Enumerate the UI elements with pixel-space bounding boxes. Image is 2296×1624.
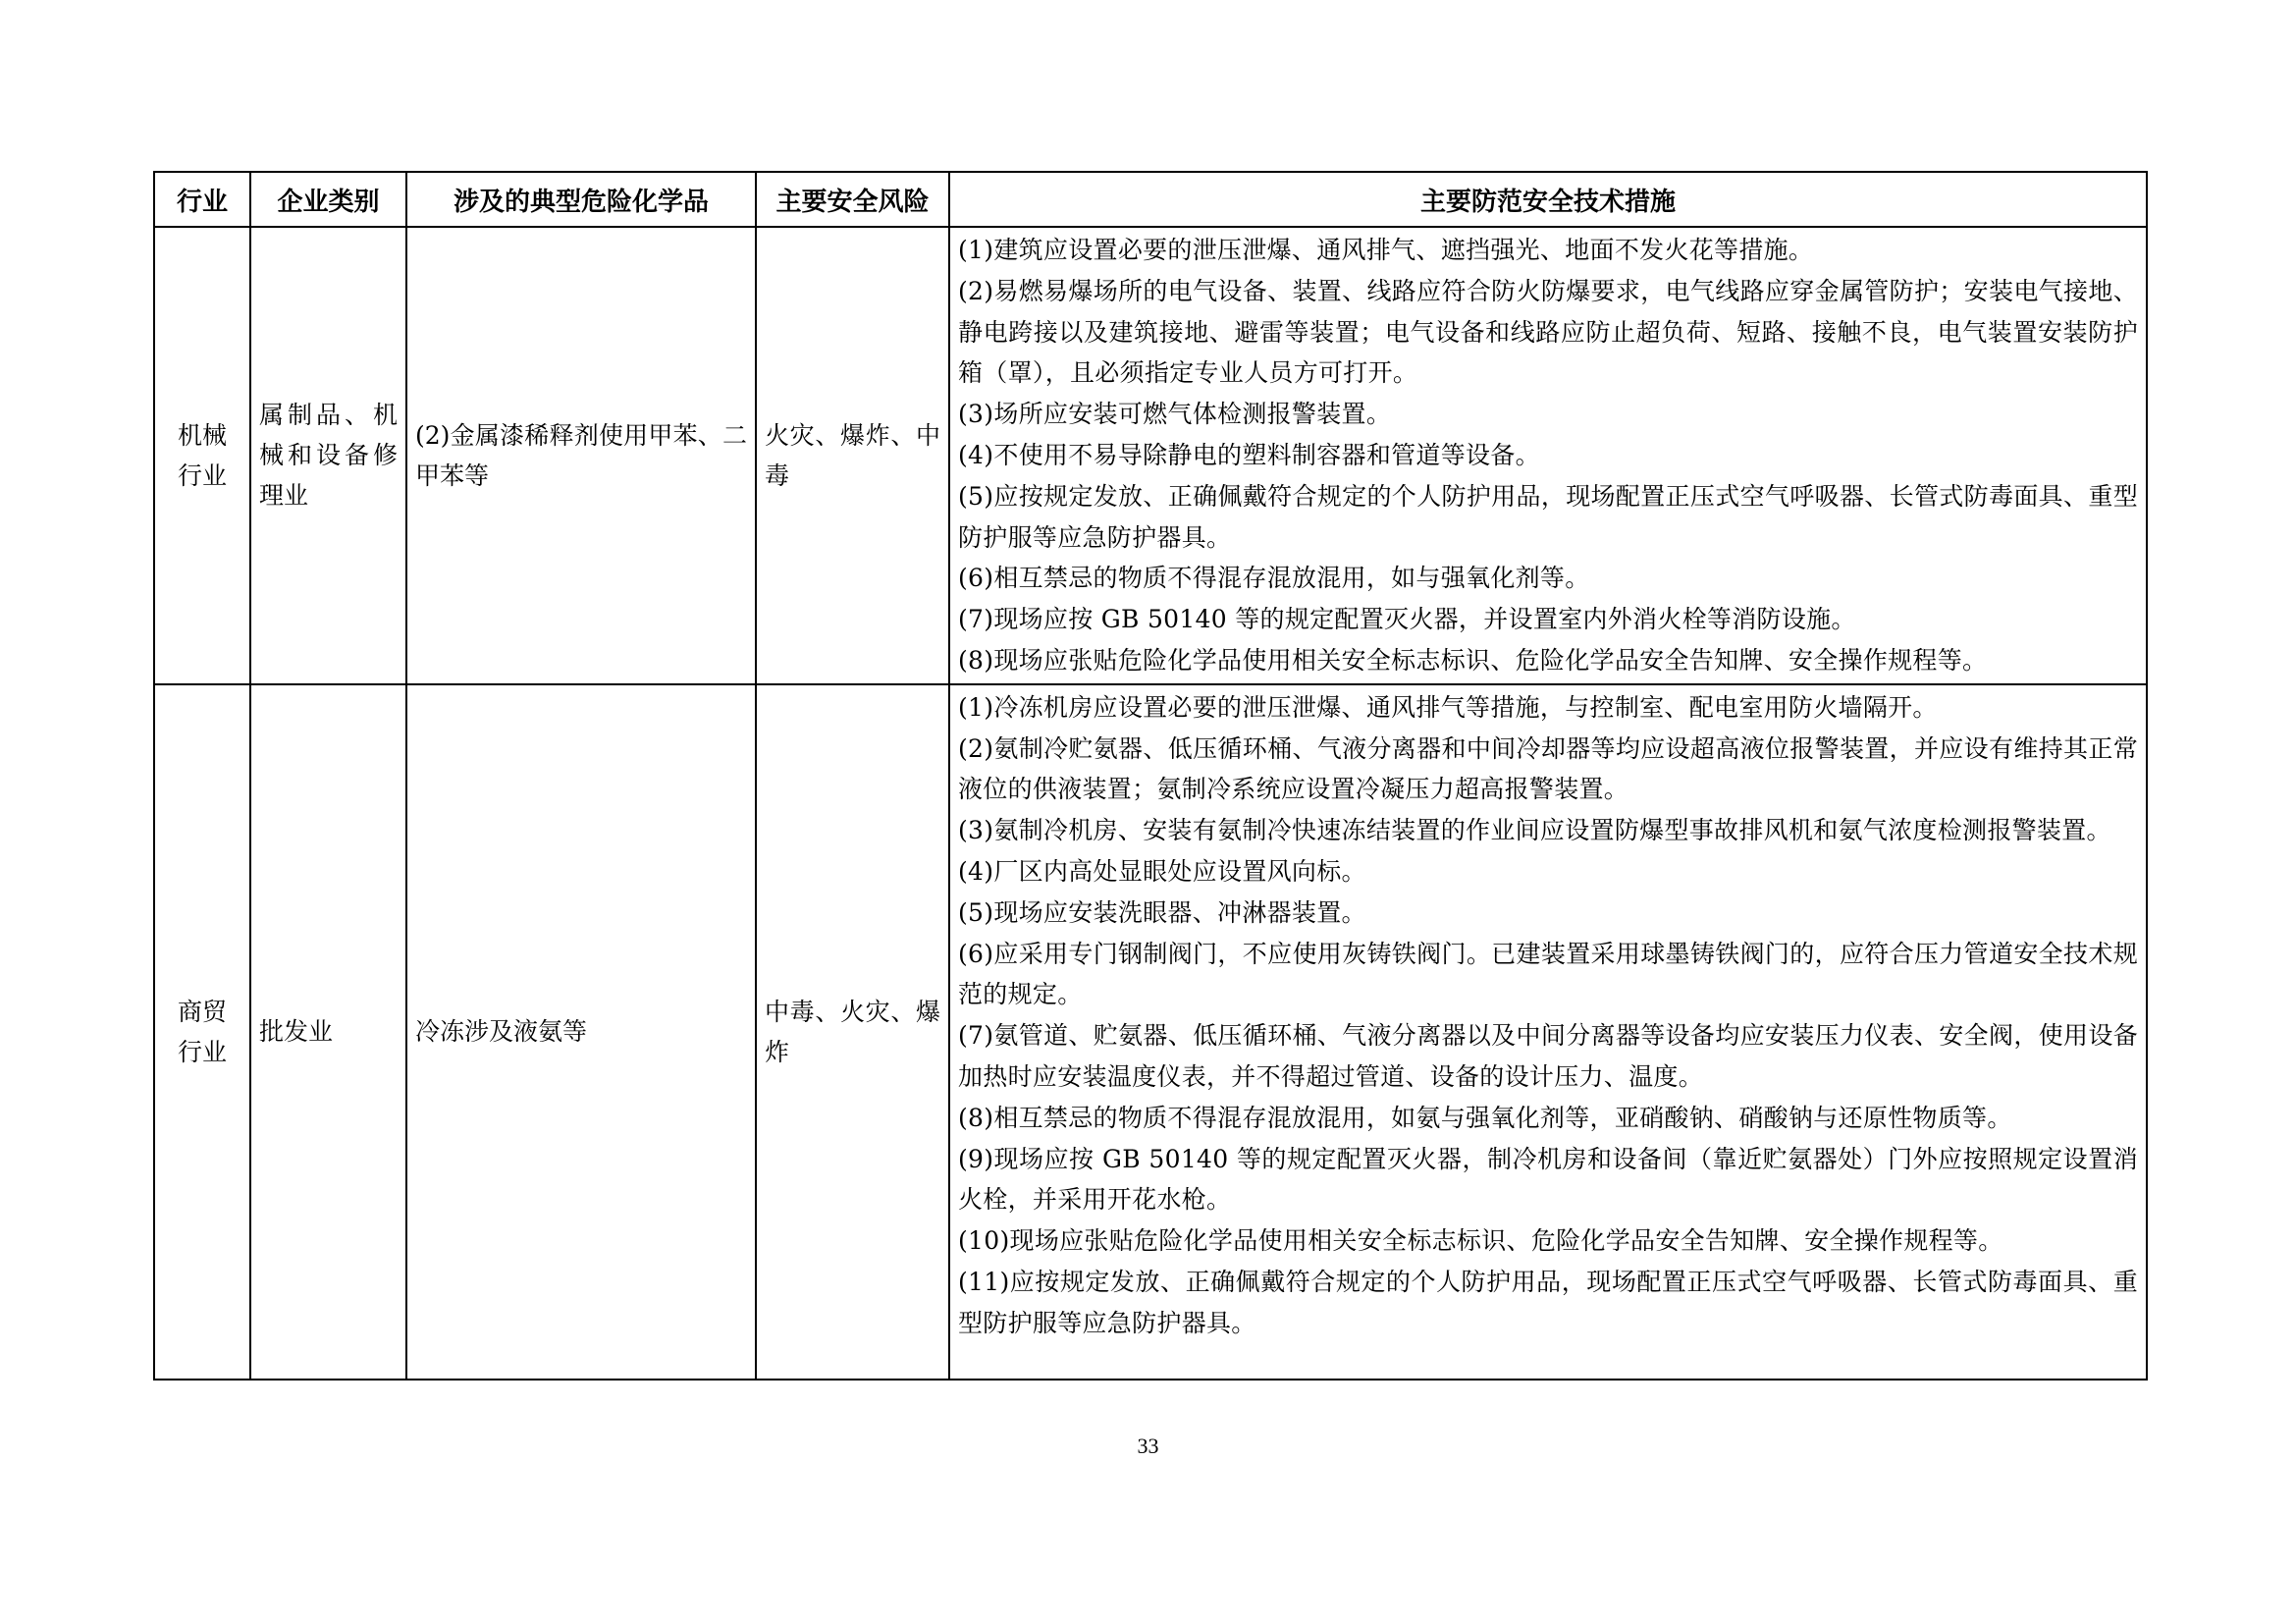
cell-industry xyxy=(154,227,250,684)
header-risks: 主要安全风险 xyxy=(756,172,949,227)
measure-item: (9)现场应按 GB 50140 等的规定配置灭火器，制冷机房和设备间（靠近贮氨器处）门外应按照规定设置消火栓，并采用开花水枪。 xyxy=(958,1144,2138,1215)
measure-item: (2)氨制冷贮氨器、低压循环桶、气液分离器和中间冷却器等均应设超高液位报警装置，并应设有维持其正常液位的供液装置；氨制冷系统应设置冷凝压力超高报警装置。 xyxy=(958,733,2138,804)
measure-item: (7)现场应按 GB 50140 等的规定配置灭火器，并设置室内外消火栓等消防设施。 xyxy=(958,605,1856,634)
measure-item: (4)厂区内高处显眼处应设置风向标。 xyxy=(958,856,1366,886)
cell-chemicals: (2)金属漆稀释剂使用甲苯、二甲苯等 xyxy=(406,227,756,684)
cell-risks: 火灾、爆炸、中毒 xyxy=(756,227,949,684)
header-measures: 主要防范安全技术措施 xyxy=(949,172,2147,227)
measure-item: (1)建筑应设置必要的泄压泄爆、通风排气、遮挡强光、地面不发火花等措施。 xyxy=(958,236,1814,264)
measure-item: (6)应采用专门钢制阀门，不应使用灰铸铁阀门。已建装置采用球墨铸铁阀门的，应符合压力管道安全技术规范的规定。 xyxy=(958,939,2138,1009)
industry-text: 机械行业 xyxy=(177,420,227,490)
page-number: 33 xyxy=(1137,1434,1159,1458)
measure-item: (3)场所应安装可燃气体检测报警装置。 xyxy=(958,400,1392,429)
header-chemicals: 涉及的典型危险化学品 xyxy=(406,172,756,227)
cell-category: 批发业 xyxy=(250,684,406,1380)
industry-text: 商贸行业 xyxy=(177,997,227,1066)
measure-item: (6)相互禁忌的物质不得混存混放混用，如与强氧化剂等。 xyxy=(958,564,1590,593)
measure-item: (2)易燃易爆场所的电气设备、装置、线路应符合防火防爆要求，电气线路应穿金属管防护；安装电气接地、静电跨接以及建筑接地、避雷等装置；电气设备和线路应防止超负荷、短路、接触不良，电气装置安装防护箱（罩），且必须指定专业人员方可打开。 xyxy=(958,276,2138,388)
cell-measures xyxy=(949,684,2147,1380)
cell-chemicals: 冷冻涉及液氨等 xyxy=(406,684,756,1380)
measure-item: (8)现场应张贴危险化学品使用相关安全标志标识、危险化学品安全告知牌、安全操作规程等。 xyxy=(958,645,1988,675)
measure-item: (8)相互禁忌的物质不得混存混放混用，如氨与强氧化剂等，亚硝酸钠、硝酸钠与还原性物质等。 xyxy=(958,1103,2012,1132)
measure-item: (7)氨管道、贮氨器、低压循环桶、气液分离器以及中间分离器等设备均应安装压力仪表、安全阀，使用设备加热时应安装温度仪表，并不得超过管道、设备的设计压力、温度。 xyxy=(958,1021,2138,1091)
header-category: 企业类别 xyxy=(250,172,406,227)
cell-industry xyxy=(154,684,250,1380)
hazardous-chemicals-table xyxy=(153,171,2148,1380)
table-row xyxy=(154,684,2147,1380)
measure-item: (4)不使用不易导除静电的塑料制容器和管道等设备。 xyxy=(958,440,1540,469)
measure-item: (5)应按规定发放、正确佩戴符合规定的个人防护用品，现场配置正压式空气呼吸器、长管式防毒面具、重型防护服等应急防护器具。 xyxy=(958,481,2138,552)
header-industry: 行业 xyxy=(154,172,250,227)
cell-risks: 中毒、火灾、爆炸 xyxy=(756,684,949,1380)
table-row xyxy=(154,227,2147,684)
measure-item: (5)现场应安装洗眼器、冲淋器装置。 xyxy=(958,897,1366,927)
cell-category: 属制品、机械和设备修理业 xyxy=(250,227,406,684)
measure-item: (3)氨制冷机房、安装有氨制冷快速冻结装置的作业间应设置防爆型事故排风机和氨气浓度检测报警装置。 xyxy=(958,816,2111,845)
table-header-row xyxy=(154,172,2147,227)
measure-item: (1)冷冻机房应设置必要的泄压泄爆、通风排气等措施，与控制室、配电室用防火墙隔开。 xyxy=(958,692,1938,722)
cell-measures xyxy=(949,227,2147,684)
measure-item: (10)现场应张贴危险化学品使用相关安全标志标识、危险化学品安全告知牌、安全操作规程等。 xyxy=(958,1226,2003,1256)
measure-item: (11)应按规定发放、正确佩戴符合规定的个人防护用品，现场配置正压式空气呼吸器、长管式防毒面具、重型防护服等应急防护器具。 xyxy=(958,1267,2138,1337)
